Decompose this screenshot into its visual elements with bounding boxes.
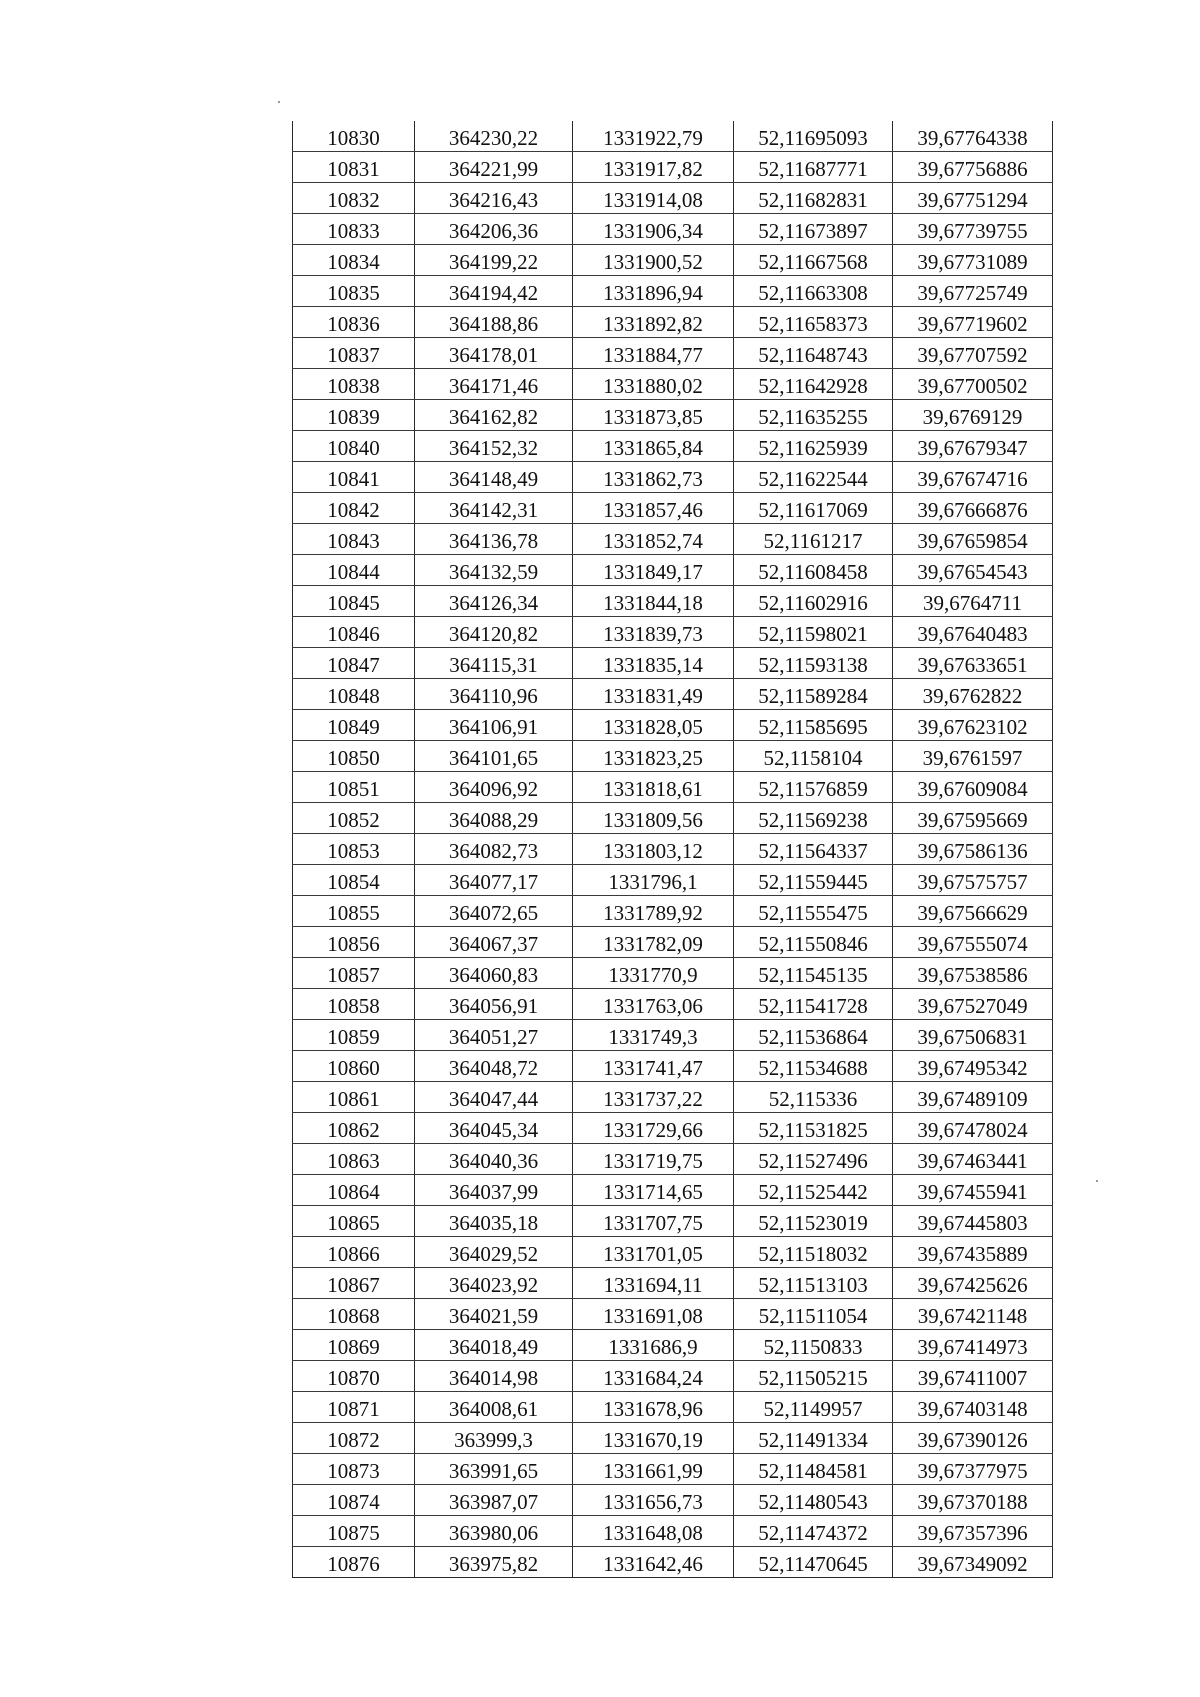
y-coordinate-cell: 1331844,18 [573,586,734,617]
point-number-cell: 10840 [293,431,415,462]
x-coordinate-cell: 364056,91 [415,989,573,1020]
y-coordinate-cell: 1331828,05 [573,710,734,741]
longitude-cell: 39,67756886 [893,152,1053,183]
x-coordinate-cell: 364067,37 [415,927,573,958]
x-coordinate-cell: 364115,31 [415,648,573,679]
longitude-cell: 39,67527049 [893,989,1053,1020]
y-coordinate-cell: 1331892,82 [573,307,734,338]
table-row [293,1237,1053,1268]
table-row [293,1454,1053,1485]
x-coordinate-cell: 364171,46 [415,369,573,400]
x-coordinate-cell: 364029,52 [415,1237,573,1268]
y-coordinate-cell: 1331694,11 [573,1268,734,1299]
y-coordinate-cell: 1331789,92 [573,896,734,927]
point-number-cell: 10865 [293,1206,415,1237]
y-coordinate-cell: 1331741,47 [573,1051,734,1082]
x-coordinate-cell: 364077,17 [415,865,573,896]
y-coordinate-cell: 1331896,94 [573,276,734,307]
table-row [293,927,1053,958]
x-coordinate-cell: 364162,82 [415,400,573,431]
longitude-cell: 39,67411007 [893,1361,1053,1392]
y-coordinate-cell: 1331849,17 [573,555,734,586]
x-coordinate-cell: 364045,34 [415,1113,573,1144]
longitude-cell: 39,67377975 [893,1454,1053,1485]
longitude-cell: 39,67421148 [893,1299,1053,1330]
x-coordinate-cell: 363980,06 [415,1516,573,1547]
longitude-cell: 39,67623102 [893,710,1053,741]
longitude-cell: 39,67489109 [893,1082,1053,1113]
point-number-cell: 10838 [293,369,415,400]
y-coordinate-cell: 1331809,56 [573,803,734,834]
y-coordinate-cell: 1331835,14 [573,648,734,679]
table-row [293,648,1053,679]
y-coordinate-cell: 1331900,52 [573,245,734,276]
y-coordinate-cell: 1331857,46 [573,493,734,524]
latitude-cell: 52,11531825 [734,1113,893,1144]
y-coordinate-cell: 1331865,84 [573,431,734,462]
latitude-cell: 52,11480543 [734,1485,893,1516]
x-coordinate-cell: 364148,49 [415,462,573,493]
x-coordinate-cell: 364199,22 [415,245,573,276]
point-number-cell: 10848 [293,679,415,710]
x-coordinate-cell: 364120,82 [415,617,573,648]
point-number-cell: 10844 [293,555,415,586]
latitude-cell: 52,11559445 [734,865,893,896]
longitude-cell: 39,67751294 [893,183,1053,214]
table-row [293,772,1053,803]
longitude-cell: 39,67370188 [893,1485,1053,1516]
latitude-cell: 52,11474372 [734,1516,893,1547]
y-coordinate-cell: 1331701,05 [573,1237,734,1268]
y-coordinate-cell: 1331648,08 [573,1516,734,1547]
table-row [293,152,1053,183]
x-coordinate-cell: 364178,01 [415,338,573,369]
y-coordinate-cell: 1331656,73 [573,1485,734,1516]
table-row [293,1330,1053,1361]
point-number-cell: 10861 [293,1082,415,1113]
point-number-cell: 10859 [293,1020,415,1051]
point-number-cell: 10855 [293,896,415,927]
point-number-cell: 10839 [293,400,415,431]
point-number-cell: 10856 [293,927,415,958]
table-row [293,524,1053,555]
point-number-cell: 10873 [293,1454,415,1485]
point-number-cell: 10849 [293,710,415,741]
latitude-cell: 52,11687771 [734,152,893,183]
longitude-cell: 39,67739755 [893,214,1053,245]
point-number-cell: 10837 [293,338,415,369]
y-coordinate-cell: 1331831,49 [573,679,734,710]
latitude-cell: 52,11541728 [734,989,893,1020]
table-row [293,1516,1053,1547]
latitude-cell: 52,11527496 [734,1144,893,1175]
table-row [293,1361,1053,1392]
x-coordinate-cell: 364023,92 [415,1268,573,1299]
longitude-cell: 39,6769129 [893,400,1053,431]
point-number-cell: 10874 [293,1485,415,1516]
y-coordinate-cell: 1331642,46 [573,1547,734,1578]
latitude-cell: 52,11617069 [734,493,893,524]
longitude-cell: 39,67700502 [893,369,1053,400]
x-coordinate-cell: 364152,32 [415,431,573,462]
longitude-cell: 39,67666876 [893,493,1053,524]
latitude-cell: 52,11598021 [734,617,893,648]
point-number-cell: 10831 [293,152,415,183]
latitude-cell: 52,11569238 [734,803,893,834]
point-number-cell: 10867 [293,1268,415,1299]
table-row [293,1082,1053,1113]
table-row [293,1299,1053,1330]
longitude-cell: 39,6761597 [893,741,1053,772]
coordinates-table [292,121,1053,1578]
x-coordinate-cell: 364008,61 [415,1392,573,1423]
table-row [293,245,1053,276]
latitude-cell: 52,1158104 [734,741,893,772]
longitude-cell: 39,67707592 [893,338,1053,369]
x-coordinate-cell: 364047,44 [415,1082,573,1113]
y-coordinate-cell: 1331917,82 [573,152,734,183]
latitude-cell: 52,11622544 [734,462,893,493]
longitude-cell: 39,67403148 [893,1392,1053,1423]
point-number-cell: 10871 [293,1392,415,1423]
longitude-cell: 39,67495342 [893,1051,1053,1082]
latitude-cell: 52,11536864 [734,1020,893,1051]
longitude-cell: 39,67575757 [893,865,1053,896]
table-row [293,276,1053,307]
table-row [293,679,1053,710]
y-coordinate-cell: 1331884,77 [573,338,734,369]
y-coordinate-cell: 1331691,08 [573,1299,734,1330]
longitude-cell: 39,67555074 [893,927,1053,958]
y-coordinate-cell: 1331661,99 [573,1454,734,1485]
x-coordinate-cell: 364132,59 [415,555,573,586]
y-coordinate-cell: 1331782,09 [573,927,734,958]
y-coordinate-cell: 1331922,79 [573,121,734,152]
point-number-cell: 10830 [293,121,415,152]
point-number-cell: 10872 [293,1423,415,1454]
latitude-cell: 52,11545135 [734,958,893,989]
point-number-cell: 10869 [293,1330,415,1361]
point-number-cell: 10868 [293,1299,415,1330]
table-row [293,431,1053,462]
longitude-cell: 39,67640483 [893,617,1053,648]
table-row [293,121,1053,152]
x-coordinate-cell: 364037,99 [415,1175,573,1206]
table-row [293,958,1053,989]
longitude-cell: 39,67349092 [893,1547,1053,1578]
point-number-cell: 10842 [293,493,415,524]
point-number-cell: 10854 [293,865,415,896]
table-row [293,586,1053,617]
latitude-cell: 52,11576859 [734,772,893,803]
table-row [293,896,1053,927]
latitude-cell: 52,11550846 [734,927,893,958]
latitude-cell: 52,11470645 [734,1547,893,1578]
longitude-cell: 39,67425626 [893,1268,1053,1299]
x-coordinate-cell: 364142,31 [415,493,573,524]
latitude-cell: 52,11491334 [734,1423,893,1454]
longitude-cell: 39,67414973 [893,1330,1053,1361]
point-number-cell: 10843 [293,524,415,555]
x-coordinate-cell: 364188,86 [415,307,573,338]
longitude-cell: 39,67506831 [893,1020,1053,1051]
longitude-cell: 39,67764338 [893,121,1053,152]
y-coordinate-cell: 1331862,73 [573,462,734,493]
y-coordinate-cell: 1331678,96 [573,1392,734,1423]
x-coordinate-cell: 364051,27 [415,1020,573,1051]
table-row [293,214,1053,245]
y-coordinate-cell: 1331906,34 [573,214,734,245]
table-row [293,1392,1053,1423]
table-row [293,493,1053,524]
point-number-cell: 10870 [293,1361,415,1392]
point-number-cell: 10862 [293,1113,415,1144]
x-coordinate-cell: 364040,36 [415,1144,573,1175]
y-coordinate-cell: 1331707,75 [573,1206,734,1237]
longitude-cell: 39,67659854 [893,524,1053,555]
x-coordinate-cell: 364048,72 [415,1051,573,1082]
latitude-cell: 52,11673897 [734,214,893,245]
x-coordinate-cell: 364106,91 [415,710,573,741]
latitude-cell: 52,11625939 [734,431,893,462]
x-coordinate-cell: 363975,82 [415,1547,573,1578]
latitude-cell: 52,11667568 [734,245,893,276]
longitude-cell: 39,67719602 [893,307,1053,338]
table-row [293,617,1053,648]
latitude-cell: 52,1149957 [734,1392,893,1423]
latitude-cell: 52,11602916 [734,586,893,617]
table-row [293,1206,1053,1237]
x-coordinate-cell: 363991,65 [415,1454,573,1485]
x-coordinate-cell: 364206,36 [415,214,573,245]
latitude-cell: 52,11642928 [734,369,893,400]
y-coordinate-cell: 1331818,61 [573,772,734,803]
longitude-cell: 39,67445803 [893,1206,1053,1237]
table-row [293,338,1053,369]
x-coordinate-cell: 364035,18 [415,1206,573,1237]
table-row [293,710,1053,741]
scan-speck [278,101,280,103]
longitude-cell: 39,67674716 [893,462,1053,493]
latitude-cell: 52,11589284 [734,679,893,710]
x-coordinate-cell: 364088,29 [415,803,573,834]
y-coordinate-cell: 1331763,06 [573,989,734,1020]
point-number-cell: 10835 [293,276,415,307]
latitude-cell: 52,11518032 [734,1237,893,1268]
longitude-cell: 39,67435889 [893,1237,1053,1268]
y-coordinate-cell: 1331880,02 [573,369,734,400]
x-coordinate-cell: 364230,22 [415,121,573,152]
longitude-cell: 39,67725749 [893,276,1053,307]
scan-speck [1096,1180,1098,1182]
point-number-cell: 10833 [293,214,415,245]
point-number-cell: 10857 [293,958,415,989]
x-coordinate-cell: 364014,98 [415,1361,573,1392]
latitude-cell: 52,11658373 [734,307,893,338]
longitude-cell: 39,67390126 [893,1423,1053,1454]
table-row [293,1113,1053,1144]
point-number-cell: 10858 [293,989,415,1020]
y-coordinate-cell: 1331729,66 [573,1113,734,1144]
y-coordinate-cell: 1331686,9 [573,1330,734,1361]
latitude-cell: 52,11484581 [734,1454,893,1485]
y-coordinate-cell: 1331749,3 [573,1020,734,1051]
table-row [293,183,1053,214]
table-row [293,1175,1053,1206]
y-coordinate-cell: 1331796,1 [573,865,734,896]
latitude-cell: 52,1161217 [734,524,893,555]
table-row [293,989,1053,1020]
longitude-cell: 39,67595669 [893,803,1053,834]
latitude-cell: 52,11695093 [734,121,893,152]
table-row [293,865,1053,896]
x-coordinate-cell: 364060,83 [415,958,573,989]
latitude-cell: 52,1150833 [734,1330,893,1361]
longitude-cell: 39,67586136 [893,834,1053,865]
point-number-cell: 10851 [293,772,415,803]
latitude-cell: 52,11555475 [734,896,893,927]
point-number-cell: 10864 [293,1175,415,1206]
x-coordinate-cell: 364194,42 [415,276,573,307]
longitude-cell: 39,67654543 [893,555,1053,586]
table-row [293,369,1053,400]
latitude-cell: 52,11635255 [734,400,893,431]
point-number-cell: 10853 [293,834,415,865]
longitude-cell: 39,6762822 [893,679,1053,710]
point-number-cell: 10836 [293,307,415,338]
longitude-cell: 39,67609084 [893,772,1053,803]
x-coordinate-cell: 364216,43 [415,183,573,214]
table-row [293,803,1053,834]
point-number-cell: 10834 [293,245,415,276]
longitude-cell: 39,67679347 [893,431,1053,462]
longitude-cell: 39,67357396 [893,1516,1053,1547]
table-row [293,1051,1053,1082]
table-row [293,834,1053,865]
latitude-cell: 52,11525442 [734,1175,893,1206]
latitude-cell: 52,11593138 [734,648,893,679]
point-number-cell: 10845 [293,586,415,617]
latitude-cell: 52,11523019 [734,1206,893,1237]
y-coordinate-cell: 1331684,24 [573,1361,734,1392]
table-row [293,1268,1053,1299]
x-coordinate-cell: 364072,65 [415,896,573,927]
point-number-cell: 10875 [293,1516,415,1547]
longitude-cell: 39,6764711 [893,586,1053,617]
latitude-cell: 52,11663308 [734,276,893,307]
y-coordinate-cell: 1331852,74 [573,524,734,555]
longitude-cell: 39,67731089 [893,245,1053,276]
longitude-cell: 39,67566629 [893,896,1053,927]
longitude-cell: 39,67538586 [893,958,1053,989]
x-coordinate-cell: 364018,49 [415,1330,573,1361]
y-coordinate-cell: 1331719,75 [573,1144,734,1175]
table-row [293,1547,1053,1578]
latitude-cell: 52,11511054 [734,1299,893,1330]
longitude-cell: 39,67455941 [893,1175,1053,1206]
y-coordinate-cell: 1331670,19 [573,1423,734,1454]
x-coordinate-cell: 364136,78 [415,524,573,555]
x-coordinate-cell: 363987,07 [415,1485,573,1516]
point-number-cell: 10832 [293,183,415,214]
x-coordinate-cell: 364082,73 [415,834,573,865]
y-coordinate-cell: 1331803,12 [573,834,734,865]
latitude-cell: 52,11682831 [734,183,893,214]
y-coordinate-cell: 1331737,22 [573,1082,734,1113]
x-coordinate-cell: 363999,3 [415,1423,573,1454]
point-number-cell: 10860 [293,1051,415,1082]
y-coordinate-cell: 1331873,85 [573,400,734,431]
table-row [293,1423,1053,1454]
longitude-cell: 39,67633651 [893,648,1053,679]
table-row [293,462,1053,493]
latitude-cell: 52,11564337 [734,834,893,865]
table-row [293,555,1053,586]
y-coordinate-cell: 1331770,9 [573,958,734,989]
latitude-cell: 52,11505215 [734,1361,893,1392]
table-row [293,1485,1053,1516]
point-number-cell: 10850 [293,741,415,772]
longitude-cell: 39,67478024 [893,1113,1053,1144]
point-number-cell: 10852 [293,803,415,834]
y-coordinate-cell: 1331839,73 [573,617,734,648]
coordinates-table-body [293,121,1053,1578]
point-number-cell: 10846 [293,617,415,648]
x-coordinate-cell: 364110,96 [415,679,573,710]
x-coordinate-cell: 364021,59 [415,1299,573,1330]
latitude-cell: 52,115336 [734,1082,893,1113]
table-row [293,307,1053,338]
latitude-cell: 52,11534688 [734,1051,893,1082]
table-row [293,400,1053,431]
latitude-cell: 52,11648743 [734,338,893,369]
latitude-cell: 52,11608458 [734,555,893,586]
table-row [293,1020,1053,1051]
point-number-cell: 10863 [293,1144,415,1175]
point-number-cell: 10866 [293,1237,415,1268]
longitude-cell: 39,67463441 [893,1144,1053,1175]
y-coordinate-cell: 1331914,08 [573,183,734,214]
point-number-cell: 10847 [293,648,415,679]
table-row [293,1144,1053,1175]
point-number-cell: 10841 [293,462,415,493]
latitude-cell: 52,11513103 [734,1268,893,1299]
y-coordinate-cell: 1331823,25 [573,741,734,772]
x-coordinate-cell: 364126,34 [415,586,573,617]
latitude-cell: 52,11585695 [734,710,893,741]
point-number-cell: 10876 [293,1547,415,1578]
x-coordinate-cell: 364101,65 [415,741,573,772]
x-coordinate-cell: 364221,99 [415,152,573,183]
x-coordinate-cell: 364096,92 [415,772,573,803]
table-row [293,741,1053,772]
y-coordinate-cell: 1331714,65 [573,1175,734,1206]
